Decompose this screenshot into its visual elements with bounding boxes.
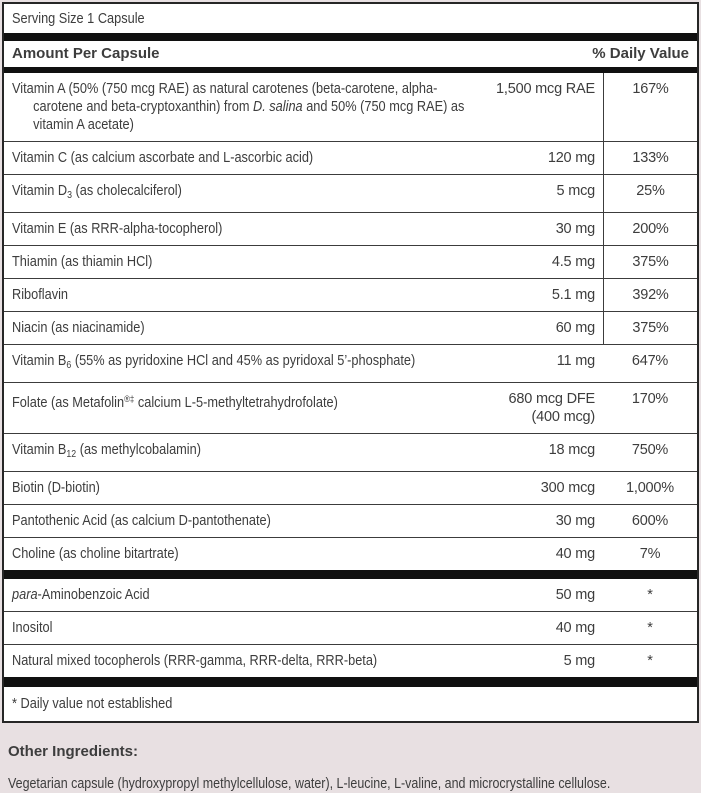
nutrient-name-text: Vitamin C (as calcium ascorbate and L-ascorbic acid) xyxy=(12,150,314,166)
daily-value-footnote xyxy=(4,687,697,721)
nutrient-name xyxy=(4,579,483,611)
nutrient-daily-value: 200% xyxy=(603,213,697,245)
nutrient-name-text: Natural mixed tocopherols (RRR-gamma, RRR-delta, RRR-beta) xyxy=(12,653,378,669)
nutrient-name xyxy=(4,279,483,311)
nutrient-amount: 40 mg xyxy=(555,620,595,636)
nutrient-daily-value: 647% xyxy=(631,353,669,369)
nutrient-name xyxy=(4,312,483,344)
nutrient-daily-value: 133% xyxy=(603,142,697,174)
nutrient-name xyxy=(4,505,483,537)
nutrient-daily-value: * xyxy=(647,653,653,669)
footnote-text: * Daily value not established xyxy=(12,696,173,712)
nutrient-amount: 18 mcg xyxy=(548,442,595,458)
nutrient-amount: 11 mg xyxy=(556,353,595,369)
nutrient-name-subscript: 3 xyxy=(67,190,72,201)
divider-bar xyxy=(4,570,697,579)
nutrient-daily-value: 375% xyxy=(603,312,697,344)
nutrient-amount: 5 mcg xyxy=(556,183,595,199)
table-row-pantothenic-acid xyxy=(4,505,697,538)
nutrient-name xyxy=(4,175,483,212)
nutrient-name-text: Biotin (D-biotin) xyxy=(12,480,100,496)
table-row-vitamin-b6 xyxy=(4,345,697,383)
serving-size xyxy=(4,4,697,33)
nutrient-name-text: Vitamin B xyxy=(12,353,67,369)
nutrient-daily-value: 392% xyxy=(603,279,697,311)
daily-value-label: % Daily Value xyxy=(592,45,689,62)
nutrient-name xyxy=(4,213,483,245)
table-row-vitamin-e xyxy=(4,213,697,246)
nutrient-name-text: Vitamin B xyxy=(12,442,67,458)
nutrient-name-text: Riboflavin xyxy=(12,287,69,303)
table-row-vitamin-c xyxy=(4,142,697,175)
divider-bar xyxy=(4,677,697,687)
nutrient-name-text: Vitamin D xyxy=(12,183,68,199)
other-ingredients-text: Vegetarian capsule (hydroxypropyl methylcellulose, water), L-leucine, L-valine, and microcrystalline cellulose. xyxy=(8,776,611,792)
nutrient-amount-line2: (400 mcg) xyxy=(531,409,595,425)
nutrient-name-text: (as cholecalciferol) xyxy=(71,183,182,199)
nutrient-name-text: Inositol xyxy=(12,620,53,636)
nutrient-name-italic: para xyxy=(12,587,38,603)
table-row-thiamin xyxy=(4,246,697,279)
nutrient-amount xyxy=(483,383,603,433)
table-row-vitamin-d3 xyxy=(4,175,697,213)
nutrient-daily-value: 170% xyxy=(631,391,669,407)
nutrient-name xyxy=(4,73,483,141)
nutrient-daily-value: 25% xyxy=(603,175,697,212)
nutrient-name xyxy=(4,345,483,382)
nutrient-name xyxy=(4,645,483,677)
supplement-facts-panel xyxy=(2,2,699,723)
nutrient-name xyxy=(4,538,483,570)
nutrient-name-text: Niacin (as niacinamide) xyxy=(12,320,145,336)
nutrient-name xyxy=(4,472,483,504)
nutrient-name-text: Pantothenic Acid (as calcium D-pantothenate) xyxy=(12,513,271,529)
table-row-riboflavin xyxy=(4,279,697,312)
table-row-para-aminobenzoic-acid xyxy=(4,579,697,612)
nutrient-name xyxy=(4,383,483,433)
table-row-mixed-tocopherols xyxy=(4,645,697,677)
nutrient-name-italic: D. salina xyxy=(252,99,303,115)
nutrient-amount: 300 mcg xyxy=(540,480,595,496)
nutrient-name-text: Choline (as choline bitartrate) xyxy=(12,546,179,562)
table-row-vitamin-a xyxy=(4,73,697,142)
nutrient-amount: 30 mg xyxy=(555,221,595,237)
nutrient-daily-value: 375% xyxy=(603,246,697,278)
nutrient-daily-value: 600% xyxy=(631,513,669,529)
other-ingredients-title: Other Ingredients: xyxy=(8,743,139,760)
serving-size-text: Serving Size 1 Capsule xyxy=(12,11,145,27)
nutrient-amount-line1: 680 mcg DFE xyxy=(508,391,595,407)
nutrient-name-subscript: 12 xyxy=(66,449,77,460)
nutrient-name-text: (as methylcobalamin) xyxy=(76,442,201,458)
nutrient-amount: 50 mg xyxy=(555,587,595,603)
nutrient-daily-value: 7% xyxy=(639,546,661,562)
amount-per-capsule-label: Amount Per Capsule xyxy=(12,45,160,62)
nutrient-name-text: Vitamin A (50% (750 mcg RAE) as natural carotenes (beta-carotene, alpha-carotene and beta-cryptoxanthin) from xyxy=(12,81,438,115)
nutrient-name xyxy=(4,246,483,278)
nutrient-name xyxy=(4,434,483,471)
table-row-biotin xyxy=(4,472,697,505)
nutrient-name xyxy=(4,612,483,644)
nutrient-daily-value: 167% xyxy=(603,73,697,141)
table-row-niacin xyxy=(4,312,697,345)
nutrient-name-text: -Aminobenzoic Acid xyxy=(37,587,150,603)
nutrient-name-text: (55% as pyridoxine HCl and 45% as pyridoxal 5’-phosphate) xyxy=(71,353,416,369)
other-ingredients-section xyxy=(0,723,701,793)
table-row-inositol xyxy=(4,612,697,645)
nutrient-amount: 5.1 mg xyxy=(551,287,595,303)
nutrient-name-superscript: ®‡ xyxy=(124,394,135,404)
nutrient-amount: 5 mg xyxy=(563,653,595,669)
nutrient-rows-no-dv xyxy=(4,579,697,677)
nutrient-amount: 30 mg xyxy=(555,513,595,529)
nutrient-name xyxy=(4,142,483,174)
nutrient-daily-value: * xyxy=(647,620,653,636)
nutrient-amount: 4.5 mg xyxy=(551,254,595,270)
nutrient-name-subscript: 6 xyxy=(66,360,72,371)
nutrient-amount: 40 mg xyxy=(555,546,595,562)
table-row-choline xyxy=(4,538,697,570)
nutrient-daily-value: * xyxy=(647,587,653,603)
nutrient-name-text: Thiamin (as thiamin HCl) xyxy=(12,254,153,270)
nutrient-name-text: calcium L-5-methyltetrahydrofolate) xyxy=(134,395,338,411)
table-row-vitamin-b12 xyxy=(4,434,697,472)
nutrient-name-text: Vitamin E (as RRR-alpha-tocopherol) xyxy=(12,221,223,237)
nutrient-amount: 60 mg xyxy=(555,320,595,336)
nutrient-name-text: Folate (as Metafolin xyxy=(12,395,125,411)
nutrient-name-text: and 50% (750 mcg RAE) as vitamin A acetate) xyxy=(33,99,465,133)
nutrient-daily-value: 750% xyxy=(631,442,669,458)
nutrient-amount: 120 mg xyxy=(547,150,595,166)
nutrient-daily-value: 1,000% xyxy=(626,480,674,496)
nutrient-amount: 1,500 mcg RAE xyxy=(496,81,595,97)
table-row-folate xyxy=(4,383,697,434)
divider-bar xyxy=(4,33,697,41)
table-header xyxy=(4,41,697,67)
nutrient-rows-main xyxy=(4,73,697,570)
